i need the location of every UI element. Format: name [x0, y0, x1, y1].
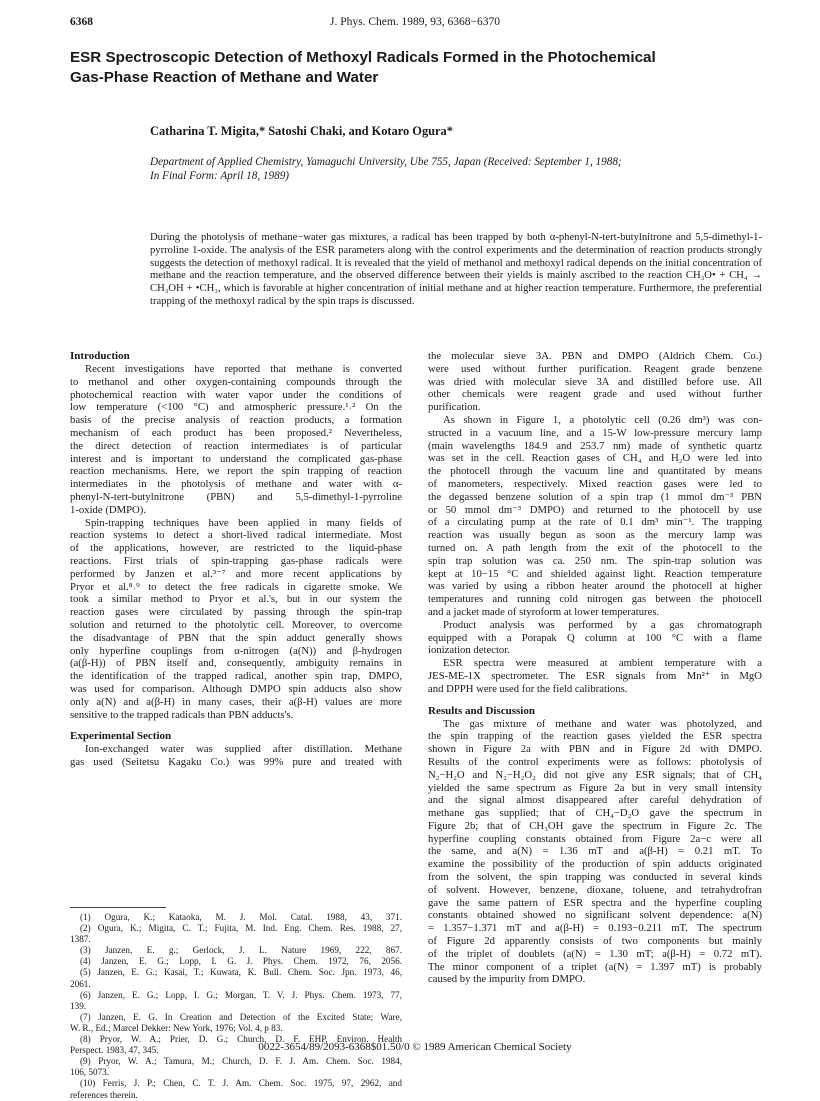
text-line: Recent investigations have reported that methane is converted	[85, 363, 402, 375]
references	[70, 912, 402, 1101]
text-line: was varied by using a ribbon heater around the photocell at higher	[428, 580, 762, 593]
reference-line: 2061.	[70, 978, 91, 989]
reference-line: 139.	[70, 1000, 87, 1011]
left-column	[70, 350, 402, 769]
text-line: reaction mechanisms. Here, we report the spin trapping of reaction	[70, 465, 402, 478]
text-line: from the solvent, the spin trapping was conducted in several kinds	[428, 871, 762, 884]
text-line: kept at 10−15 °C and shielded against light. Reaction temperature	[428, 567, 762, 580]
reference-line: 1387.	[70, 934, 91, 945]
text-line: Product analysis was performed by a gas chromatograph	[443, 618, 762, 631]
reference-line: (10) Ferris, J. P.; Chen, C. T. J. Am. Chem. Soc. 1975, 97, 2962, and	[80, 1078, 402, 1089]
reference-line: (8) Pryor, W. A.; Prier, D. G.; Church, D. F. EHP, Environ. Health	[80, 1034, 402, 1045]
footnote-rule	[70, 907, 166, 908]
right-column	[428, 350, 762, 986]
reference-line: (4) Janzen, E. G.; Lopp, I. G. J. Phys. Chem. 1972, 76, 2056.	[80, 956, 402, 967]
text-line: the same, and a(N) = 1.36 mT and a(β-H) = 0.21 mT. To	[428, 845, 762, 858]
section-gap	[70, 721, 402, 730]
text-line: hyperfine coupling constants obtained from Figure 2a−c were all	[428, 832, 762, 845]
text-line: only hyperfine couplings from α-nitrogen (a(N)) and β-hydrogen	[70, 644, 402, 657]
text-line: 1-oxide (DMPO).	[70, 503, 146, 516]
text-line: temperatures and running cold nitrogen gas between the photocell	[428, 593, 762, 606]
text-line: basis of the precise analysis of reaction products, a formation	[70, 414, 402, 427]
text-line: gas used (Seitetsu Kagaku Co.) was 99% pure and treated with	[70, 756, 402, 769]
text-line: caused by the impurity from DMPO.	[428, 973, 586, 986]
text-line: of the triplet of doublets (a(N) = 1.30 mT; a(β-H) = 0.72 mT).	[428, 947, 762, 960]
text-line: gave the same pattern of ESR spectra and the hyperfine coupling	[428, 896, 762, 909]
text-line: phenyl-N-tert-butylnitrone (PBN) and 5,5-dimethyl-1-pyrroline	[70, 490, 402, 503]
author-list: Catharina T. Migita,* Satoshi Chaki, and Kotaro Ogura*	[150, 124, 453, 138]
text-line: mechanism of each product has been proposed.² Nevertheless,	[70, 426, 402, 439]
running-header	[70, 16, 760, 34]
text-line: the spin trapping of the reaction gases yielded the ESR spectra	[428, 730, 762, 743]
text-line: reactions. First trials of spin-trapping gas-phase radicals were	[70, 554, 402, 567]
text-line: the direct detection of reaction intermediates is of particular	[70, 439, 402, 452]
text-line: purification.	[428, 401, 481, 414]
text-line: yielded the same spectrum as Figure 2a but in very small intensity	[428, 781, 762, 794]
text-line: low temperature (<100 °C) and atmospheric pressure.¹˒² On the	[70, 401, 402, 414]
title-line: ESR Spectroscopic Detection of Methoxyl Radicals Formed in the Photochemical	[70, 49, 656, 66]
text-line: solution and returned to the photolytic cell. Moreover, to overcome	[70, 618, 402, 631]
text-line: or 50 mmol dm⁻³ DMPO) and returned to the photocell by use	[428, 503, 762, 516]
text-line: The minor component of a triplet (a(N) = 1.397 mT) is probably	[428, 960, 762, 973]
reference-line: (6) Janzen, E. G.; Lopp, I. G.; Morgan, T. V. J. Phys. Chem. 1973, 77,	[80, 989, 402, 1000]
text-line: (main wavelengths 184.9 and 253.7 nm) made of synthetic quartz	[428, 439, 762, 452]
text-line: the degassed benzene solution of a spin trap (1 mmol dm⁻³ PBN	[428, 490, 762, 503]
text-line: the disadvantage of PBN that the spin adduct generally shows	[70, 631, 402, 644]
text-line: performed by Janzen et al.³⁻⁷ and more recent applications by	[70, 567, 402, 580]
reference-line: (5) Janzen, E. G.; Kasai, T.; Kuwata, K. Bull. Chem. Soc. Jpn. 1973, 46,	[80, 967, 402, 978]
text-line: JES-ME-1X spectrometer. The ESR signals from Mn²⁺ in MgO	[428, 669, 762, 682]
text-line: ESR spectra were measured at ambient temperature with a	[443, 657, 762, 670]
text-line: and DPPH were used for the field calibrations.	[428, 682, 628, 695]
text-line: was set in the cell. Reaction gases of CH₄ and H₂O were led into	[428, 452, 762, 465]
text-line: shown in Figure 2a with PBN and in Figure 2d with DMPO.	[428, 743, 762, 756]
text-line: photochemical reaction with water vapor under the conditions of	[70, 388, 402, 401]
text-line: was dried with molecular sieve 3A and distilled before use. All	[428, 375, 762, 388]
text-line: of solvent. However, benzene, dioxane, toluene, and tetrahydrofran	[428, 883, 762, 896]
title-line: Gas-Phase Reaction of Methane and Water	[70, 69, 379, 86]
abstract: During the photolysis of methane−water gas mixtures, a radical has been trapped by both α-phenyl-N-tert-butylnitrone and 5,5-dimethyl-1-pyrroline 1-oxide. The analysis of the ESR parameters along with the control experiments and the determination of reaction products strongly suggests the detection of methoxyl radical. It is revealed that the yield of methanol and methoxyl radical depends on the initial concentration of methane and the reaction temperature, and the observed difference between their yields is mainly ascribed to the reaction CH₃O• + CH₄ → CH₃OH + •CH₃, which is favorable at higher concentration of initial methane and at higher reaction temperature. Furthermore, the preferential trapping of the methoxyl radical by the spin traps is discussed.	[150, 232, 762, 307]
section-heading: Introduction	[70, 350, 130, 362]
text-line: of manometers, respectively. Mixed reaction gases were led to	[428, 477, 762, 490]
section-heading: Results and Discussion	[428, 704, 535, 717]
affiliation-line: In Final Form: April 18, 1989)	[150, 170, 290, 182]
reference-line: (9) Pryor, W. A.; Tamura, M.; Church, D. F. J. Am. Chem. Soc. 1984,	[80, 1056, 402, 1067]
text-line: the photocell through the vacuum line and quantitated by means	[428, 465, 762, 478]
text-line: Figure 2b; that of CH₃OH gave the spectrum in Figure 2c. The	[428, 819, 762, 832]
journal-citation: J. Phys. Chem. 1989, 93, 6368−6370	[329, 16, 501, 28]
text-line: N₂−H₂O and N₂−H₂O₂ did not give any ESR signals; that of CH₄	[428, 768, 762, 781]
text-line: Pryor et al.⁸˒⁹ to detect the free radicals in cigarette smoke. We	[70, 580, 402, 593]
text-line: reaction was usually begun as soon as the mercury lamp was	[428, 529, 762, 542]
reference-line: (3) Janzen, E. g.; Gerlock, J. L. Nature 1969, 222, 867.	[80, 945, 402, 956]
reference-line: W. R., Ed.; Marcel Dekker: New York, 1976; Vol. 4, p 83.	[70, 1022, 283, 1033]
text-line: turned on. A path length from the exit of the photocell to the	[428, 541, 762, 554]
article-title	[70, 48, 760, 88]
text-line: structed in a vacuum line, and a 15-W low-pressure mercury lamp	[428, 426, 762, 439]
text-line: and the signal almost disappeared after careful dehydration of	[428, 794, 762, 807]
text-line: of a circulating pump at the rate of 0.1 dm³ min⁻¹. The trapping	[428, 516, 762, 529]
affiliation	[150, 155, 770, 183]
text-line: only a(N) and a(β-H) in many cases, their a(β-H) values are more	[70, 695, 402, 708]
reference-line: (7) Janzen, E. G. In Creation and Detection of the Excited State; Ware,	[80, 1011, 402, 1022]
reference-line: references therein.	[70, 1089, 138, 1100]
text-line: equipped with a Porapak Q column at 100 °C with a flame	[428, 631, 762, 644]
text-line: (a(β-H)) of PBN itself and, consequently, ambiguity remains in	[70, 657, 402, 670]
text-line: were used without further purification. Reagent grade benzene	[428, 362, 762, 375]
copyright-footer: 0022-3654/89/2093-6368$01.50/0 © 1989 American Chemical Society	[258, 1041, 572, 1053]
text-line: sensitive to the trapped radicals than PBN adducts's.	[70, 708, 294, 721]
reference-line: (2) Ogura, K.; Migita, C. T.; Fujita, M. Ind. Eng. Chem. Res. 1988, 27,	[80, 923, 402, 934]
text-line: of the applications, however, are restricted to the liquid-phase	[70, 542, 402, 555]
text-line: examine the possibility of the production of spin adducts originated	[428, 858, 762, 871]
text-line: reaction systems to detect a short-lived radical intermediate. Most	[70, 529, 402, 542]
text-line: Spin-trapping techniques have been applied in many fields of	[85, 516, 402, 529]
affiliation-line: Department of Applied Chemistry, Yamaguchi University, Ube 755, Japan (Received: September 1, 1988;	[150, 156, 622, 168]
reference-line: Perspect. 1983, 47, 345.	[70, 1045, 159, 1056]
text-line: spin trap solution was ca. 250 nm. The spin-trap solution was	[428, 554, 762, 567]
text-line: and a jacket made of styroform at lower temperatures.	[428, 605, 660, 618]
text-line: the identification of the trapped radical, another spin trap, DMPO,	[70, 670, 402, 683]
text-line: The gas mixture of methane and water was photolyzed, and	[443, 717, 762, 730]
text-line: constants obtained showed no significant solvent dependence: a(N)	[428, 909, 762, 922]
section-gap	[428, 696, 762, 705]
text-line: took a similar method to Pryor et al.'s, but in our system the	[70, 593, 402, 606]
text-line: Ion-exchanged water was supplied after distillation. Methane	[85, 743, 402, 756]
reference-line: 106, 5073.	[70, 1067, 110, 1078]
text-line: other chemicals were reagent grade and used without further	[428, 388, 762, 401]
section-heading: Experimental Section	[70, 730, 172, 743]
text-line: interest and is important to understand the complicated gas-phase	[70, 452, 402, 465]
text-line: intermediates in the photolysis of methane and water with α-	[70, 478, 402, 491]
text-line: was used for comparison. Although DMPO spin adducts also show	[70, 682, 402, 695]
text-line: to methanol and other oxygen-containing compounds through the	[70, 375, 402, 388]
text-line: of Figure 2d apparently consists of two components but mainly	[428, 935, 762, 948]
page-number: 6368	[70, 16, 93, 28]
text-line: reaction gases were circulated by passing through the spin-trap	[70, 606, 402, 619]
text-line: the molecular sieve 3A. PBN and DMPO (Aldrich Chem. Co.)	[428, 350, 762, 362]
text-line: As shown in Figure 1, a photolytic cell (0.26 dm³) was con-	[443, 413, 762, 426]
reference-line: (1) Ogura, K.; Kataoka, M. J. Mol. Catal. 1988, 43, 371.	[80, 912, 402, 922]
text-line: Results of the control experiments were as follows: photolysis of	[428, 755, 762, 768]
text-line: = 1.357−1.371 mT and a(β-H) = 0.193−0.211 mT. The spectrum	[428, 922, 762, 935]
text-line: methane gas supplied; that of CH₄−D₂O gave the spectrum in	[428, 807, 762, 820]
text-line: ionization detector.	[428, 644, 510, 657]
